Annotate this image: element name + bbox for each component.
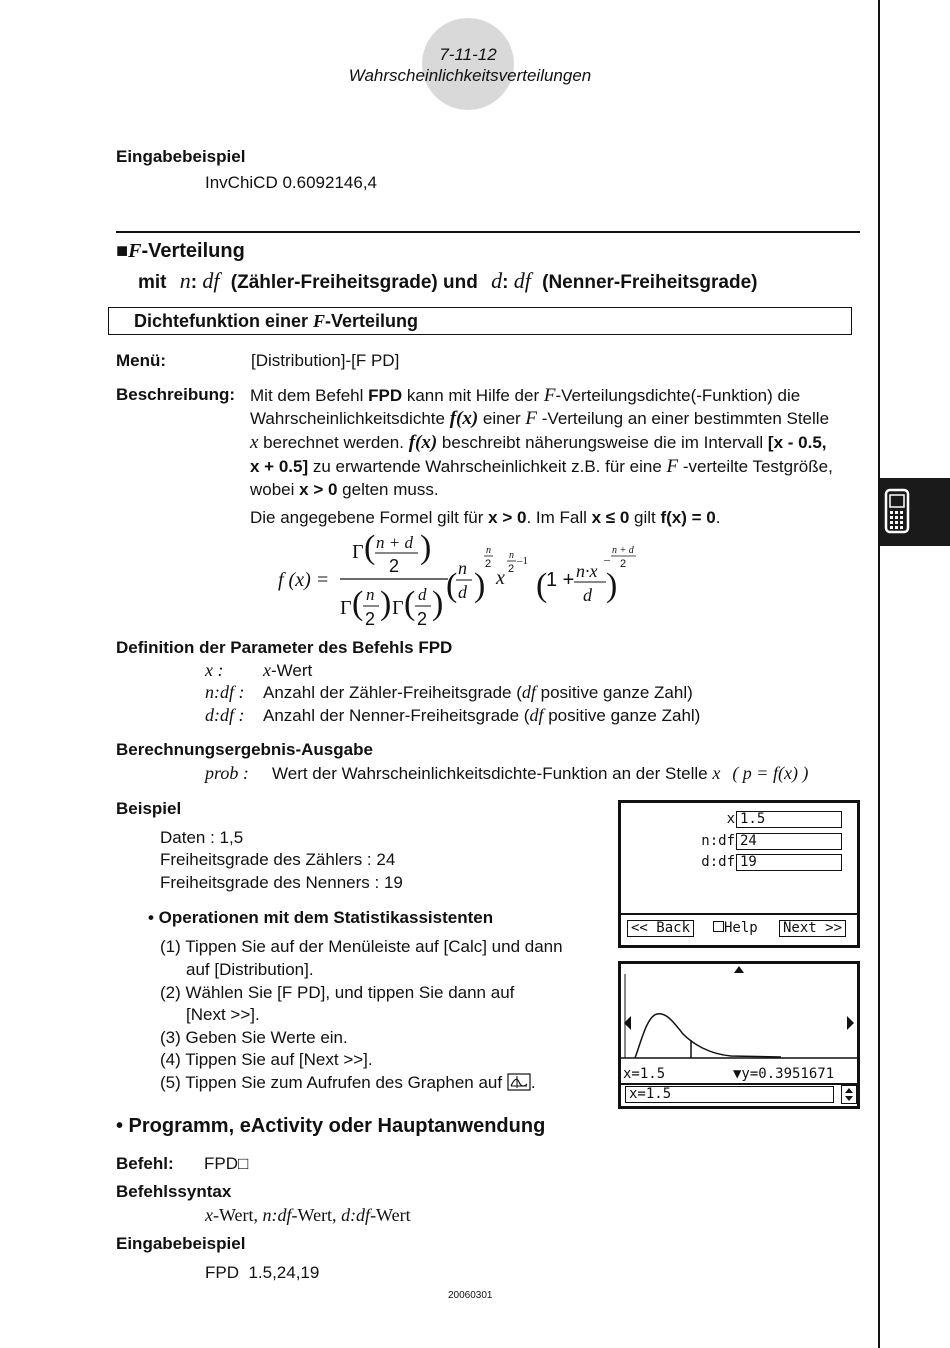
param-d-df: df xyxy=(529,705,544,725)
field-ndf-input[interactable]: 24 xyxy=(736,833,842,850)
program-example-value: FPD 1.5,24,19 xyxy=(205,1263,320,1282)
chapter-title: Wahrscheinlichkeitsverteilungen xyxy=(348,66,592,85)
d6d: . xyxy=(715,508,721,527)
example-title: Beispiel xyxy=(116,799,182,818)
syntax-x: x xyxy=(205,1205,213,1225)
section-title-var: F xyxy=(128,240,142,262)
formula-paren-open-5: ( xyxy=(536,567,548,604)
calc-graph-screen xyxy=(618,961,860,1109)
subtitle-n: n xyxy=(179,268,191,293)
d4-int: x + 0.5] xyxy=(250,457,309,476)
d3-f: f(x) xyxy=(408,432,438,453)
right-margin-rule xyxy=(878,0,880,1348)
subtitle-text-2: (Nenner-Freiheitsgrade) xyxy=(542,272,758,293)
example-numerator-line: Freiheitsgrade des Zählers : 24 xyxy=(160,850,396,869)
calculator-icon xyxy=(880,478,950,546)
step-5 xyxy=(160,1073,536,1093)
calculator-tab xyxy=(880,478,950,546)
d4b: -verteilte Testgröße, xyxy=(678,457,833,476)
calc-input-screen xyxy=(618,800,860,948)
f-density-formula xyxy=(270,528,670,632)
subtitle-colon-2: : xyxy=(502,272,509,293)
d1c: -Verteilungsdichte(-Funktion) die xyxy=(555,386,801,405)
step-2: (2) Wählen Sie [F PD], und tippen Sie dann auf xyxy=(160,983,515,1002)
step-1: (1) Tippen Sie auf der Menüleiste auf [Calc] und dann xyxy=(160,937,563,956)
d2b: einer xyxy=(478,409,526,428)
d1a: Mit dem Befehl xyxy=(250,386,369,405)
checkbox-box[interactable] xyxy=(713,921,724,932)
d3b: beschreibt näherungsweise die im Intervall xyxy=(437,433,768,452)
d6-cond2: x ≤ 0 xyxy=(591,508,630,527)
subsection-title xyxy=(134,311,418,332)
formula-two-1: 2 xyxy=(389,556,400,576)
formula-paren-close-1: ) xyxy=(420,529,432,566)
d6a: Die angegebene Formel gilt für xyxy=(250,508,489,527)
d6-res: f(x) = 0 xyxy=(660,508,716,527)
output-sym: prob : xyxy=(205,763,249,783)
d5-cond: x > 0 xyxy=(299,480,338,499)
field-x-input[interactable]: 1.5 xyxy=(736,811,842,828)
formula-paren-open-3: ( xyxy=(404,585,416,622)
param-x-var: x xyxy=(263,660,271,680)
params-title: Definition der Parameter des Befehls FPD xyxy=(116,638,453,657)
field-label-ddf: d:df xyxy=(701,854,735,870)
formula-paren-open-2: ( xyxy=(352,585,364,622)
syntax-d: d:df xyxy=(341,1205,371,1225)
formula-paren-open-1: ( xyxy=(364,529,376,566)
subtitle-df-1: df xyxy=(202,268,220,293)
program-title: • Programm, eActivity oder Hauptanwendung xyxy=(116,1115,546,1137)
formula-n-den: n xyxy=(366,585,375,604)
step-2-cont: [Next >>]. xyxy=(186,1005,260,1024)
param-d-sym: d:df : xyxy=(205,705,245,725)
subtitle-mit: mit xyxy=(138,272,167,293)
menu-value: [Distribution]-[F PD] xyxy=(251,351,400,370)
formula-x: x xyxy=(496,567,505,589)
formula-exp-n-1: n xyxy=(486,545,491,556)
screen1-divider xyxy=(621,913,857,915)
formula-exp-two-2: 2 xyxy=(508,563,515,575)
d2c: -Verteilung an einer bestimmten Stelle xyxy=(537,409,830,428)
description-line-3 xyxy=(250,432,827,454)
description-line-5 xyxy=(250,480,439,500)
help-label: Help xyxy=(724,920,758,936)
param-x-text: -Wert xyxy=(271,661,313,680)
formula-two-3: 2 xyxy=(417,609,428,629)
formula-gamma-den-2: Γ xyxy=(392,597,404,619)
d5a: wobei xyxy=(250,480,300,499)
d2-f: f(x) xyxy=(449,408,479,429)
d6b: . Im Fall xyxy=(526,508,592,527)
top-example-code: InvChiCD 0.6092146,4 xyxy=(205,173,378,192)
d3-x: x xyxy=(250,432,259,453)
help-checkbox[interactable] xyxy=(713,920,758,936)
formula-gamma-num: Γ xyxy=(352,541,364,563)
step-3: (3) Geben Sie Werte ein. xyxy=(160,1028,348,1047)
output-desc xyxy=(272,763,808,784)
formula-n-plus-d: n + d xyxy=(376,533,413,552)
footer-code: 20060301 xyxy=(448,1290,493,1301)
formula-exp-two-3: 2 xyxy=(620,558,627,570)
syntax-b: -Wert, xyxy=(291,1205,342,1225)
subsection-title-var: F xyxy=(313,311,326,331)
top-example-label: Eingabebeispiel xyxy=(116,147,246,166)
d2a: Wahrscheinlichkeitsdichte xyxy=(250,409,450,428)
formula-d-ratio: d xyxy=(458,582,467,602)
next-button[interactable]: Next >> xyxy=(779,920,846,937)
scroll-right-icon xyxy=(847,1016,854,1030)
param-d-end: positive ganze Zahl) xyxy=(543,706,701,725)
scroll-up-icon xyxy=(734,966,744,973)
param-n-df: df xyxy=(521,682,536,702)
section-title xyxy=(116,240,245,263)
param-d-desc xyxy=(263,705,700,726)
step-1-cont: auf [Distribution]. xyxy=(186,960,314,979)
param-x-sym: x : xyxy=(205,660,224,680)
subtitle-colon-1: : xyxy=(190,272,198,293)
subtitle-d: d xyxy=(491,268,503,293)
formula-nx: n·x xyxy=(576,561,598,581)
formula-paren-close-4: ) xyxy=(474,567,486,604)
formula-gamma-den-1: Γ xyxy=(340,597,352,619)
density-graph xyxy=(621,964,857,1060)
step-5-text: (5) Tippen Sie zum Aufrufen des Graphen auf xyxy=(160,1073,503,1092)
graph-x-input[interactable]: x=1.5 xyxy=(625,1086,834,1103)
formula-one-plus: 1 + xyxy=(546,569,575,591)
befehl-value: FPD□ xyxy=(204,1154,249,1173)
subsection-title-pre: Dichtefunktion einer xyxy=(134,311,314,331)
formula-paren-open-4: ( xyxy=(446,567,458,604)
output-title: Berechnungsergebnis-Ausgabe xyxy=(116,740,373,759)
spin-arrows-icon xyxy=(842,1086,856,1103)
formula-exp-n-2: n xyxy=(509,550,514,561)
formula-paren-close-2: ) xyxy=(380,585,392,622)
graph-status-y: ▼y=0.3951671 xyxy=(733,1066,835,1082)
section-title-text: -Verteilung xyxy=(141,240,245,262)
formula-exp-minus: – xyxy=(604,552,610,566)
syntax-n: n:df xyxy=(262,1205,292,1225)
d1-var: F xyxy=(543,385,556,406)
subtitle-df-2: df xyxy=(513,268,531,293)
formula-paren-close-5: ) xyxy=(606,567,618,604)
output-formula: ( p = f(x) ) xyxy=(732,763,809,783)
formula-n-ratio: n xyxy=(458,558,467,578)
d3a: berechnet werden. xyxy=(258,433,409,452)
description-line-2 xyxy=(250,408,829,430)
density-curve xyxy=(635,1014,781,1058)
d4a: zu erwartende Wahrscheinlichkeit z.B. für eine xyxy=(308,457,667,476)
operations-title: • Operationen mit dem Statistikassistenten xyxy=(148,908,494,927)
screen2-divider xyxy=(621,1083,857,1085)
step-4: (4) Tippen Sie auf [Next >>]. xyxy=(160,1050,373,1069)
formula-d-den: d xyxy=(418,585,427,604)
description-line-4 xyxy=(250,456,833,478)
syntax-c: -Wert xyxy=(370,1205,411,1225)
subtitle-text-1: (Zähler-Freiheitsgrade) und xyxy=(230,272,478,293)
output-text: Wert der Wahrscheinlichkeitsdichte-Funktion an der Stelle xyxy=(272,764,713,783)
d5b: gelten muss. xyxy=(337,480,439,499)
program-example-label: Eingabebeispiel xyxy=(116,1234,246,1253)
step-5-period: . xyxy=(530,1073,536,1092)
field-label-ndf: n:df xyxy=(701,833,735,849)
befehl-label: Befehl: xyxy=(116,1154,174,1173)
param-x-desc xyxy=(263,660,312,681)
subsection-title-post: -Verteilung xyxy=(325,311,419,331)
back-button[interactable]: << Back xyxy=(627,920,694,937)
d6c: gilt xyxy=(629,508,661,527)
d6-cond1: x > 0 xyxy=(488,508,527,527)
field-label-x: x xyxy=(726,811,735,827)
section-subtitle xyxy=(138,268,758,294)
menu-label: Menü: xyxy=(116,351,167,370)
example-data-line: Daten : 1,5 xyxy=(160,828,244,847)
example-denominator-line: Freiheitsgrade des Nenners : 19 xyxy=(160,873,403,892)
formula-exp-npd: n + d xyxy=(612,545,634,556)
param-n-text: Anzahl der Zähler-Freiheitsgrade ( xyxy=(263,683,522,702)
formula-exp-minus1: –1 xyxy=(517,555,528,567)
output-x: x xyxy=(712,763,721,783)
page-number: 7-11-12 xyxy=(439,45,497,64)
param-n-sym: n:df : xyxy=(205,682,245,702)
param-d-text: Anzahl der Nenner-Freiheitsgrade ( xyxy=(263,706,530,725)
d1b: kann mit Hilfe der xyxy=(402,386,544,405)
description-label: Beschreibung: xyxy=(116,385,236,404)
section-bullet: ■ xyxy=(116,240,129,262)
formula-lhs: f (x) = xyxy=(278,569,330,591)
d1-cmd: FPD xyxy=(368,386,403,405)
section-divider xyxy=(116,231,860,233)
d2-var: F xyxy=(525,408,538,429)
d3-int: [x - 0.5, xyxy=(767,433,827,452)
formula-d-inner: d xyxy=(583,585,592,605)
formula-two-2: 2 xyxy=(365,609,376,629)
field-ddf-input[interactable]: 19 xyxy=(736,854,842,871)
formula-paren-close-3: ) xyxy=(432,585,444,622)
description-line-6 xyxy=(250,508,721,528)
d4-var: F xyxy=(666,456,679,477)
param-n-end: positive ganze Zahl) xyxy=(535,683,693,702)
syntax-label: Befehlssyntax xyxy=(116,1182,232,1201)
description-line-1 xyxy=(250,385,800,407)
syntax-a: -Wert, xyxy=(213,1205,263,1225)
param-n-desc xyxy=(263,682,693,703)
graph-status-x: x=1.5 xyxy=(623,1066,666,1082)
spin-buttons[interactable] xyxy=(841,1085,857,1104)
formula-exp-two-1: 2 xyxy=(485,558,492,570)
syntax-value xyxy=(205,1205,411,1226)
graph-icon xyxy=(507,1073,531,1091)
